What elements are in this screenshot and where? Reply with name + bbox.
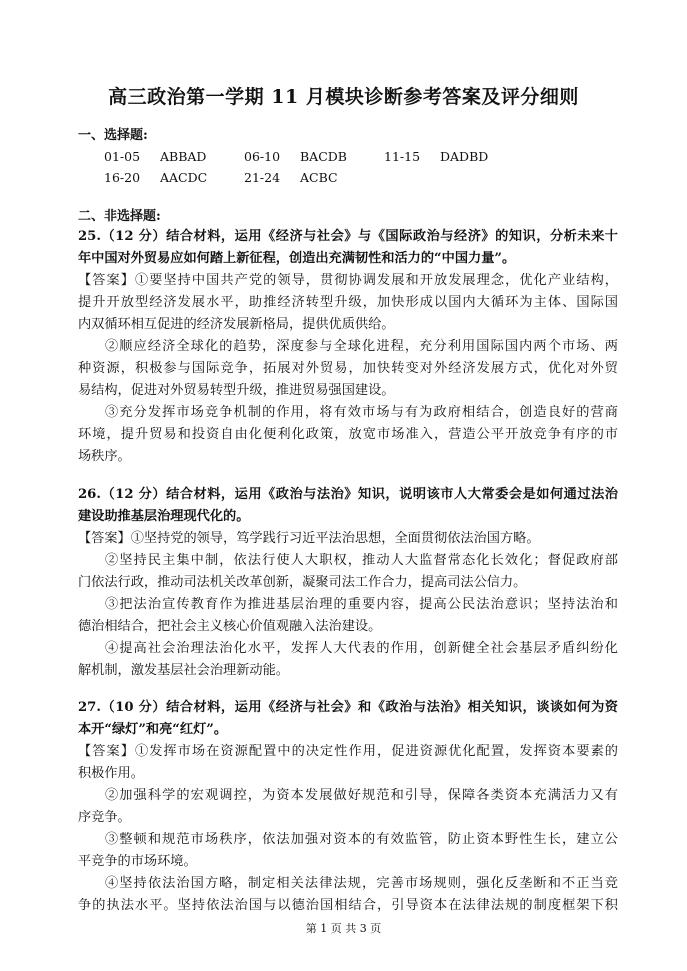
- q26-answer-line: ④提高社会治理法治化水平，发挥人大代表的作用，创新健全社会基层矛盾纠纷化: [105, 641, 618, 656]
- q26-answer-line: 【答案】①坚持党的领导，笃学践行习近平法治思想，全面贯彻依法治国方略。: [78, 531, 540, 546]
- q27-answer-line: 平竞争的市场环境。: [78, 854, 197, 869]
- q25-answer-line: 场秩序。: [78, 449, 131, 464]
- mc-range: 06-10: [244, 149, 281, 164]
- q25-answer-line: 提升开放型经济发展水平，助推经济转型升级，加快形成以国内大循环为主体、国际国: [78, 295, 618, 310]
- q26-question-line: 26.（12 分）结合材料，运用《政治与法治》知识，说明该市人大常委会是如何通过法治: [78, 487, 618, 502]
- q26-answer-line: 解机制，激发基层社会治理新动能。: [78, 663, 289, 678]
- q27-answer-line: ②加强科学的宏观调控，为资本发展做好规范和引导，保障各类资本充满活力又有: [105, 788, 618, 803]
- q27-answer-line: 争的执法水平。坚持依法治国与以德治国相结合，引导资本在法律法规的制度框架下积: [78, 898, 618, 913]
- q26-answer-line: ③把法治宣传教育作为推进基层治理的重要内容，提高公民法治意识；坚持法治和: [105, 597, 618, 612]
- q25-answer-line: 易结构，促进对外贸易转型升级，推进贸易强国建设。: [78, 383, 395, 398]
- q25-answer-line: 内双循环相互促进的经济发展新格局，提供优质供给。: [78, 317, 395, 332]
- q25-question-line: 25.（12 分）结合材料，运用《经济与社会》与《国际政治与经济》的知识，分析未来十: [78, 229, 618, 244]
- mc-key: DADBD: [440, 149, 489, 164]
- section-heading-choice: 一、选择题:: [78, 128, 148, 143]
- page-number: 第 1 页 共 3 页: [305, 922, 382, 935]
- q25-answer-line: 环境，提升贸易和投资自由化便利化政策，放宽市场准入，营造公平开放竞争有序的市: [78, 427, 618, 442]
- q25-answer-line: 种资源，积极参与国际竞争，拓展对外贸易，加快转变对外经济发展方式，优化对外贸: [78, 361, 618, 376]
- section-heading-essay: 二、非选择题:: [78, 209, 161, 224]
- q26-answer-line: 德治相结合，把社会主义核心价值观融入法治建设。: [78, 619, 382, 634]
- q25-answer-line: ③充分发挥市场竞争机制的作用，将有效市场与有为政府相结合，创造良好的营商: [105, 405, 618, 420]
- mc-key: AACDC: [160, 170, 208, 185]
- q25-answer-line: ②顺应经济全球化的趋势，深度参与全球化进程，充分利用国际国内两个市场、两: [105, 339, 618, 354]
- q27-answer-line: 积极作用。: [78, 766, 144, 781]
- q26-answer-line: ②坚持民主集中制，依法行使人大职权，推动人大监督常态化长效化；督促政府部: [105, 553, 618, 568]
- mc-key: BACDB: [300, 149, 347, 164]
- q27-question-line: 27.（10 分）结合材料，运用《经济与社会》和《政治与法治》相关知识，谈谈如何为资: [78, 700, 618, 715]
- q27-question-line: 本开“绿灯”和亮“红灯”。: [78, 722, 228, 737]
- q26-answer-line: 门依法行政，推动司法机关改革创新，凝聚司法工作合力，提高司法公信力。: [78, 575, 527, 590]
- q27-answer-line: 序竞争。: [78, 810, 131, 825]
- mc-range: 01-05: [104, 149, 141, 164]
- mc-range: 16-20: [104, 170, 141, 185]
- q26-question-line: 建设助推基层治理现代化的。: [78, 509, 250, 524]
- mc-range: 21-24: [244, 170, 281, 185]
- q27-answer-line: ③整顿和规范市场秩序，依法加强对资本的有效监管，防止资本野性生长，建立公: [105, 832, 618, 847]
- q25-question-line: 年中国对外贸易应如何踏上新征程，创造出充满韧性和活力的“中国力量”。: [78, 251, 516, 266]
- mc-key: ABBAD: [160, 149, 207, 164]
- q27-answer-line: ④坚持依法治国方略，制定相关法律法规，完善市场规则，强化反垄断和不正当竞: [105, 876, 618, 891]
- q25-answer-line: 【答案】①要坚持中国共产党的领导，贯彻协调发展和开放发展理念，优化产业结构，: [78, 273, 618, 288]
- document-title: 高三政治第一学期 11 月模块诊断参考答案及评分细则: [108, 86, 579, 108]
- mc-range: 11-15: [384, 149, 421, 164]
- mc-key: ACBC: [300, 170, 338, 185]
- q27-answer-line: 【答案】①发挥市场在资源配置中的决定性作用，促进资源优化配置，发挥资本要素的: [78, 744, 618, 759]
